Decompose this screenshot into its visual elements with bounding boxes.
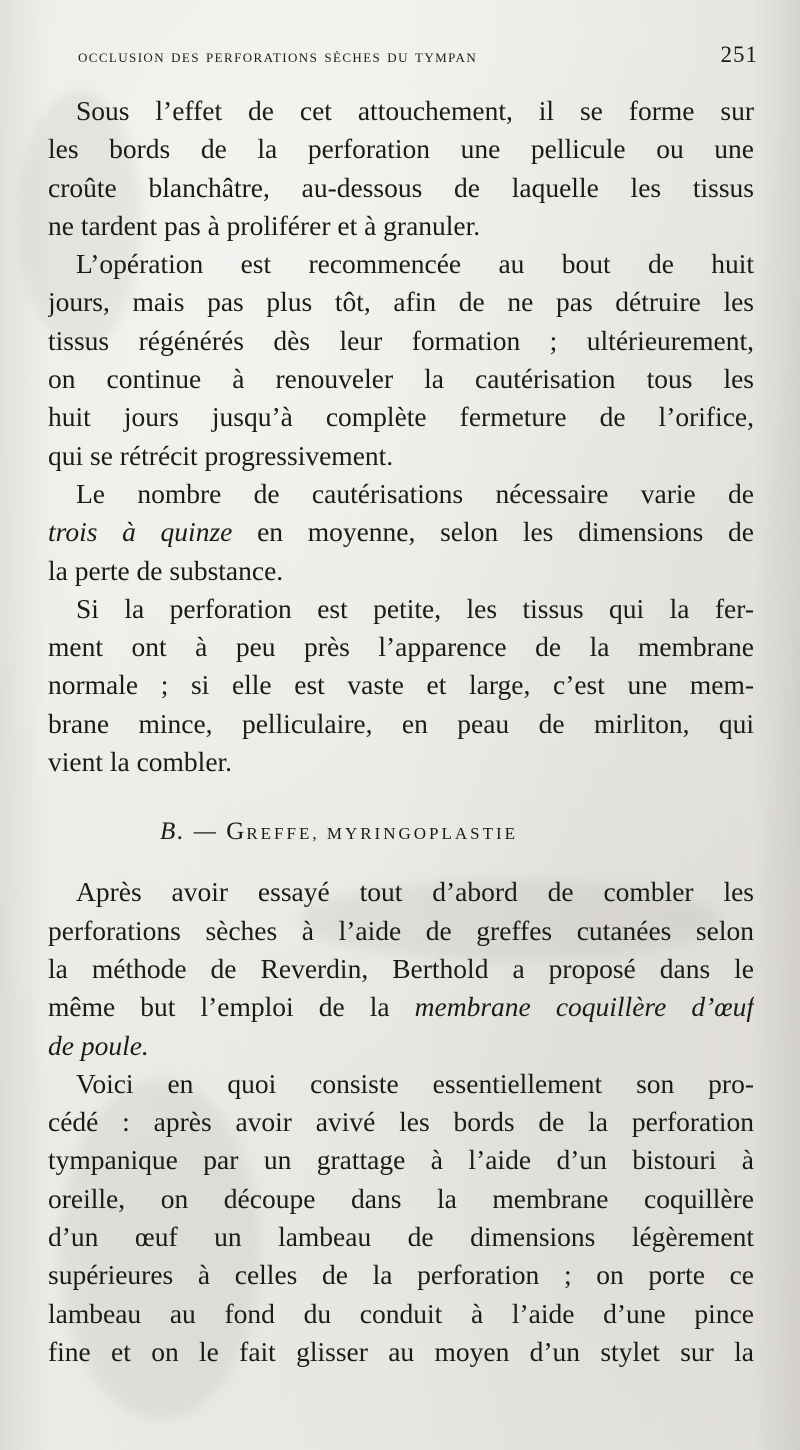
text-line: de poule. [48,1029,149,1061]
paragraph [48,1065,754,1371]
paragraph [48,873,754,1064]
section-heading-initial: G [226,818,247,846]
paragraph [48,245,754,475]
text-line: les bords de la perforation une pellicule ou une [48,133,754,165]
text-line: on continue à renouveler la cautérisation tous les [48,363,754,395]
text-line [48,513,754,551]
paragraph [48,590,754,781]
section-heading [48,801,754,863]
text-line: oreille, on découpe dans la membrane coquillère [48,1182,754,1214]
text-line: la méthode de Reverdin, Berthold a proposé dans le [48,952,754,984]
paragraph [48,475,754,590]
text-line: qui se rétrécit progressivement. [48,439,394,471]
text-line: vient la combler. [48,746,233,778]
text-line: Si la perforation est petite, les tissus qui la fer- [76,592,754,624]
text-line: perforations sèches à l’aide de greffes cutanées selon [48,914,754,946]
text-line: huit jours jusqu’à complète fermeture de l’orifice, [48,401,754,433]
running-head-title: occlusion des perforations sèches du tympan [78,46,478,67]
text-line: normale ; si elle est vaste et large, c’est une mem- [48,669,754,701]
text-line: tissus régénérés dès leur formation ; ultérieurement, [48,324,754,356]
text-line: Après avoir essayé tout d’abord de combler les [76,876,754,908]
text-line: Le nombre de cautérisations nécessaire varie de [76,477,754,509]
text-line [48,988,754,1026]
text-line: L’opération est recommencée au bout de huit [76,248,754,280]
text-fragment: même but l’emploi de la [48,991,390,1023]
text-line: cédé : après avoir avivé les bords de la perforation [48,1106,754,1138]
text-line: tympanique par un grattage à l’aide d’un bistouri à [48,1144,754,1176]
running-head [78,42,758,72]
text-line: croûte blanchâtre, au-dessous de laquelle les tissus [48,171,754,203]
text-fragment: en moyenne, selon les dimensions de [257,516,754,548]
text-line: fine et on le fait glisser au moyen d’un stylet sur la [48,1335,754,1367]
text-line: Voici en quoi consiste essentiellement son pro- [76,1067,754,1099]
text-line: ment ont à peu près l’apparence de la membrane [48,631,754,663]
text-line: la perte de substance. [48,554,284,586]
text-line: Sous l’effet de cet attouchement, il se forme sur [76,95,754,126]
text-line: ne tardent pas à proliférer et à granuler. [48,209,481,241]
text-line: brane mince, pelliculaire, en peau de mirliton, qui [48,707,754,739]
italic-phrase: trois à quinze [48,516,233,548]
section-heading-title: REFFE, MYRINGOPLASTIE [246,824,519,844]
text-line: lambeau au fond du conduit à l’aide d’une pince [48,1297,754,1329]
page-number: 251 [720,42,758,67]
paragraph [48,92,754,245]
text-line: jours, mais pas plus tôt, afin de ne pas détruire les [48,286,754,318]
section-heading-prefix: B. — [160,818,218,846]
text-line: supérieures à celles de la perforation ; on porte ce [48,1259,754,1291]
italic-phrase: membrane coquillère d’œuf [414,991,754,1023]
text-line: d’un œuf un lambeau de dimensions légèrement [48,1221,754,1253]
body-text [48,92,754,1371]
